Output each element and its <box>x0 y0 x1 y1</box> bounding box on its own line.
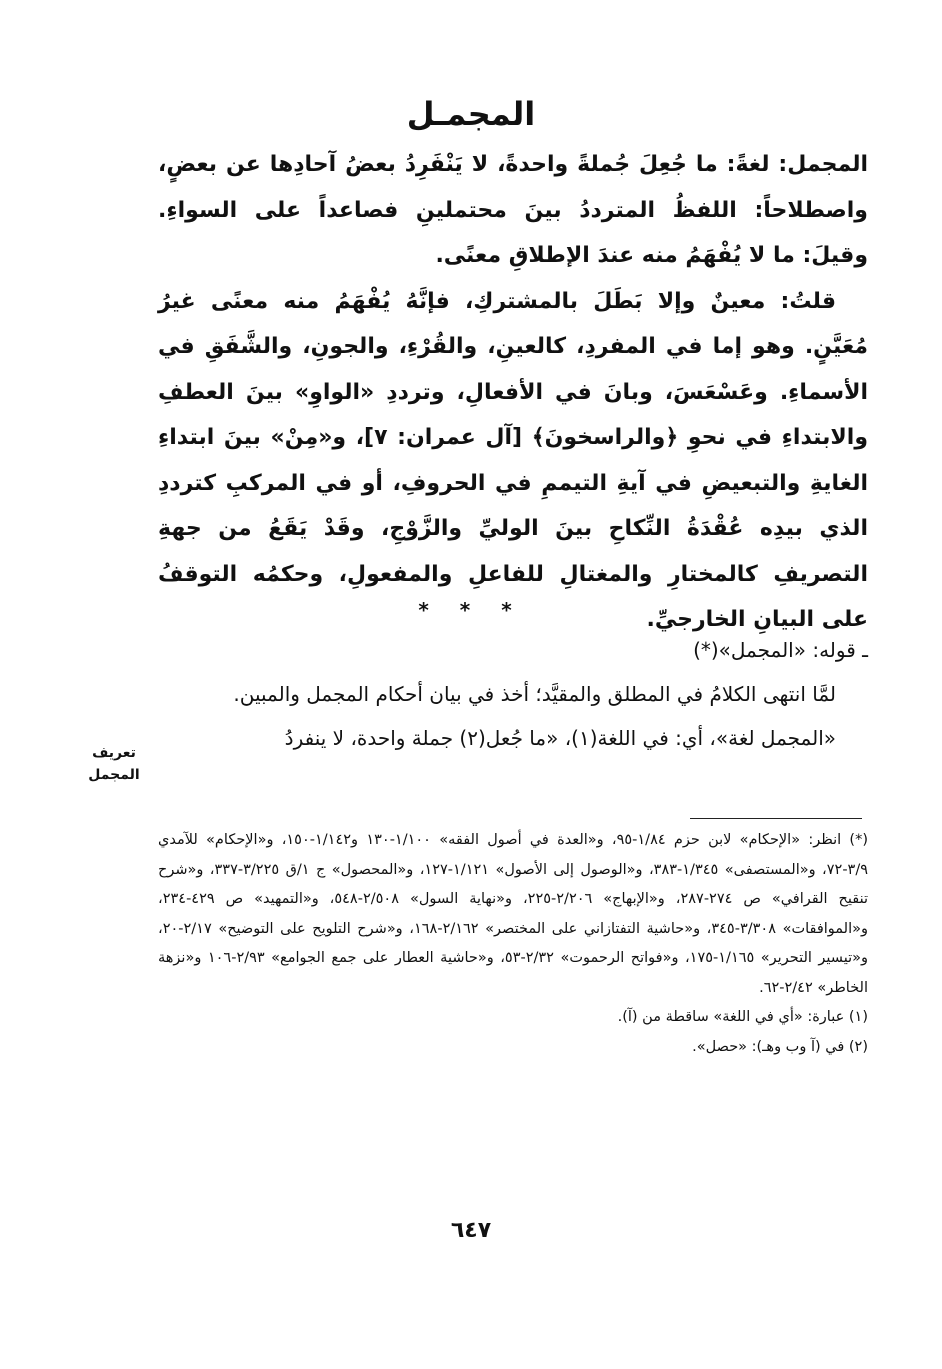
commentary-quote-line: ـ قوله: «المجمل»(*) <box>693 638 868 662</box>
commentary-paragraph-intro: لمَّا انتهى الكلامُ في المطلق والمقيَّد؛ أخذ في بيان أحكام المجمل والمبين. <box>233 682 836 706</box>
footnote-star: (*) انظر: «الإحكام» لابن حزم ١/٨٤-٩٥، و«العدة في أصول الفقه» ١/١٠٠-١٣٠ و١/١٤٢-١٥٠، و«الإحكام» للآمدي ٣/٩-٧٢، و«المستصفى» ١/٣٤٥-٣٨٣، و«الوصول إلى الأصول» ١/١٢١-١٢٧، و«المحصول» ج ١/ق ٣/٢٢٥-٣٣٧، و«شرح تنقيح القرافي» ص ٢٧٤-٢٨٧، و«الإبهاج» ٢/٢٠٦-٢٢٥، و«نهاية السول» ٢/٥٠٨-٥٤٨، و«التمهيد» ص ٤٢٩-٢٣٤، و«الموافقات» ٣/٣٠٨-٣٤٥، و«حاشية التفتازاني على المختصر» ٢/١٦٢-١٦٨، و«شرح التلويح على التوضيح» ٢/١٧-٢٠، و«تيسير التحرير» ١/١٦٥-١٧٥، و«فواتح الرحموت» ٢/٣٢-٥٣، و«حاشية العطار على جمع الجوامع» ٢/٩٣-١٠٦ و«نزهة الخاطر» ٢/٤٢-٦٢. <box>158 832 869 996</box>
margin-note-line1: تعريف <box>92 745 136 761</box>
footnotes <box>158 826 868 1062</box>
main-paragraph-definition: المجمل: لغةً: ما جُعِلَ جُملةً واحدةً، لا يَنْفَرِدُ بعضُ آحادِها عن بعضٍ، واصطلاحاً: اللفظُ المترددُ بينَ محتملينِ فصاعداً على السواءِ. وقيلَ: ما لا يُفْهَمُ منه عندَ الإطلاقِ معنًى. <box>158 152 868 268</box>
section-separator: * * * <box>418 598 524 622</box>
main-paragraph-commentary: قلتُ: معينٌ وإلا بَطَلَ بالمشتركِ، فإنَّهُ يُفْهَمُ منه معنًى غيرُ مُعَيَّنٍ. وهو إما في المفردِ، كالعينِ، والقُرْءِ، والجونِ، والشَّفَقِ في الأسماءِ. وعَسْعَسَ، وبانَ في الأفعالِ، وترددِ «الواوِ» بينَ العطفِ والابتداءِ في نحوِ ﴿والراسخونَ﴾ [آل عمران: ٧]، و«مِنْ» بينَ ابتداءِ الغايةِ والتبعيضِ في آيةِ التيممِ في الحروفِ، أو في المركبِ كترددِ الذي بيدِه عُقْدَةُ النِّكاحِ بينَ الوليِّ والزَّوْجِ، وقَدْ يَقَعُ من جهةِ التصريفِ كالمختارِ والمغتالِ للفاعلِ والمفعولِ، وحكمُه التوقفُ على البيانِ الخارجيِّ. <box>158 288 869 632</box>
footnote-divider <box>690 818 862 819</box>
margin-note-line2: المجمل <box>88 767 140 783</box>
margin-note <box>76 742 152 786</box>
page-title: المجمـل <box>406 95 536 133</box>
page-number: ٦٤٧ <box>450 1218 492 1243</box>
commentary-text <box>158 628 868 760</box>
main-text <box>158 142 868 643</box>
footnote-2: (٢) في (آ وب وهـ): «حصل». <box>692 1038 868 1055</box>
commentary-paragraph-definition: «المجمل لغة»، أي: في اللغة(١)، «ما جُعل(٢) جملة واحدة، لا ينفردُ <box>284 726 836 750</box>
footnote-1: (١) عبارة: «أي في اللغة» ساقطة من (آ). <box>617 1009 868 1025</box>
